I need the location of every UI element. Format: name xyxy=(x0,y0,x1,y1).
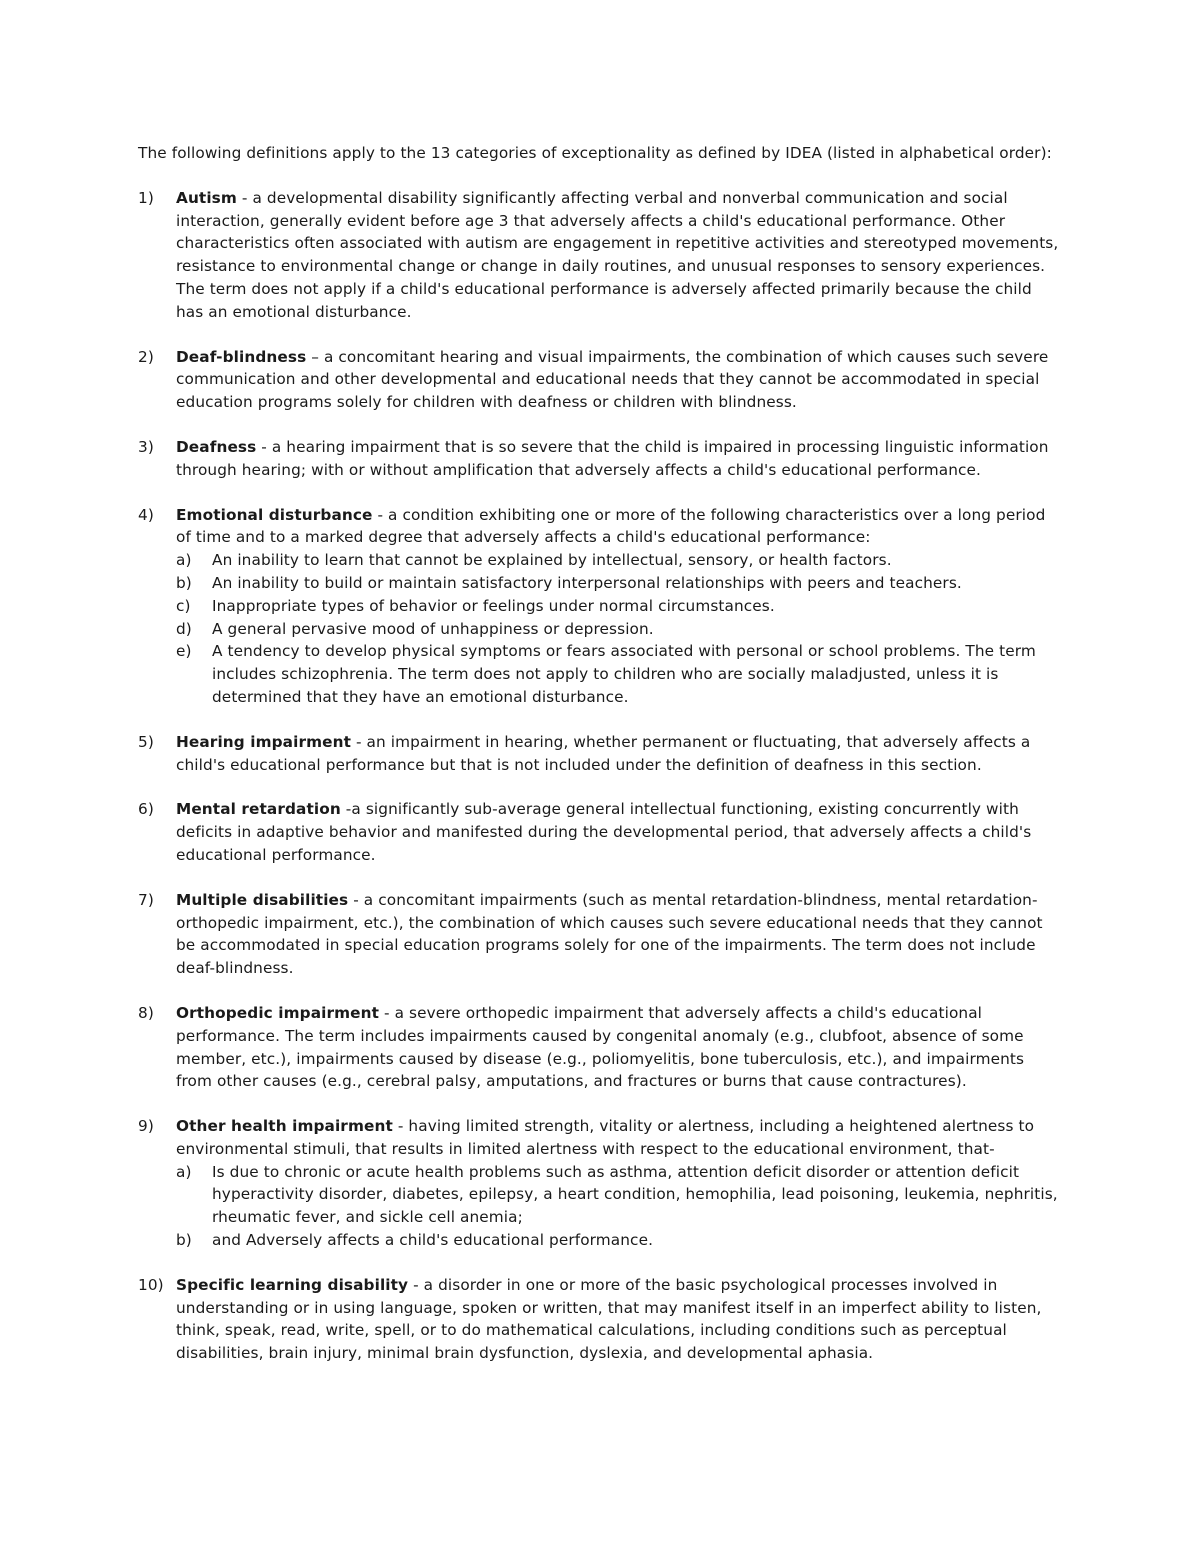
intro-paragraph: The following definitions apply to the 13 categories of exceptionality as defined by IDEA (listed in alphabetical order): xyxy=(138,144,1052,162)
sub-item xyxy=(176,640,1060,708)
sub-item-letter: c) xyxy=(176,596,191,615)
sub-item-text: Inappropriate types of behavior or feelings under normal circumstances. xyxy=(212,596,775,615)
sub-item xyxy=(176,549,1060,572)
definition-term: Other health impairment xyxy=(176,1117,393,1136)
sub-item-text: A general pervasive mood of unhappiness or depression. xyxy=(212,619,654,638)
definition-text: - a developmental disability significantly affecting verbal and nonverbal communication and social interaction, generally evident before age 3 that adversely affects a child's educational performance. Other characteristics often associated with autism are engagement in repetitive activities and stereotyped movements, resistance to environmental change or change in daily routines, and unusual responses to sensory experiences. The term does not apply if a child's educational performance is adversely affected primarily because the child has an emotional disturbance. xyxy=(176,188,1059,321)
definition-body xyxy=(176,1274,1060,1365)
definition-item xyxy=(138,436,1060,482)
definition-body xyxy=(176,798,1060,866)
definition-body xyxy=(176,1115,1060,1252)
sub-item-text: Is due to chronic or acute health problems such as asthma, attention deficit disorder or attention deficit hyperactivity disorder, diabetes, epilepsy, a heart condition, hemophilia, lead poisoning, leukemia, nephritis, rheumatic fever, and sickle cell anemia; xyxy=(212,1162,1058,1227)
definition-text: – a concomitant hearing and visual impairments, the combination of which causes such severe communication and other developmental and educational needs that they cannot be accommodated in special education programs solely for children with deafness or children with blindness. xyxy=(176,347,1049,412)
definition-number: 9) xyxy=(138,1117,154,1136)
sub-list xyxy=(176,549,1060,709)
definition-term: Orthopedic impairment xyxy=(176,1003,380,1022)
definition-term: Deaf-blindness xyxy=(176,347,307,366)
sub-item-letter: d) xyxy=(176,619,192,638)
sub-item xyxy=(176,572,1060,595)
definition-body xyxy=(176,187,1060,324)
sub-item-text: A tendency to develop physical symptoms or fears associated with personal or school problems. The term includes schizophrenia. The term does not apply to children who are socially maladjusted, unless it is determined that they have an emotional disturbance. xyxy=(212,642,1036,706)
definition-number: 6) xyxy=(138,800,154,819)
definition-number: 4) xyxy=(138,505,154,524)
definition-term: Autism xyxy=(176,188,237,207)
sub-item xyxy=(176,1229,1060,1252)
sub-item-letter: a) xyxy=(176,1162,192,1181)
definition-body xyxy=(176,889,1060,980)
definition-term: Multiple disabilities xyxy=(176,890,349,909)
definition-term: Deafness xyxy=(176,437,257,456)
definition-text: - having limited strength, vitality or alertness, including a heightened alertness to environmental stimuli, that results in limited alertness with respect to the educational environment, that- xyxy=(176,1117,1035,1158)
definition-term: Specific learning disability xyxy=(176,1275,409,1294)
definition-text: - a concomitant impairments (such as mental retardation-blindness, mental retardation-orthopedic impairment, etc.), the combination of which causes such severe educational needs that they cannot be accommodated in special education programs solely for one of the impairments. The term does not include deaf-blindness. xyxy=(176,890,1043,978)
definition-number: 7) xyxy=(138,890,154,909)
definition-text: - a condition exhibiting one or more of the following characteristics over a long period of time and to a marked degree that adversely affects a child's educational performance: xyxy=(176,505,1046,547)
definition-number: 2) xyxy=(138,347,154,366)
definition-item xyxy=(138,1002,1060,1093)
definition-term: Emotional disturbance xyxy=(176,505,373,524)
definition-item xyxy=(138,1274,1060,1365)
sub-item xyxy=(176,1161,1060,1229)
definition-item xyxy=(138,1115,1060,1252)
definition-text: - a hearing impairment that is so severe that the child is impaired in processing linguistic information through hearing; with or without amplification that adversely affects a child's educational performance. xyxy=(176,437,1049,479)
definition-item xyxy=(138,731,1060,777)
sub-item xyxy=(176,618,1060,641)
sub-item-text: An inability to build or maintain satisfactory interpersonal relationships with peers and teachers. xyxy=(212,573,962,592)
definition-number: 1) xyxy=(138,188,154,207)
definition-number: 10) xyxy=(138,1275,164,1294)
definition-term: Hearing impairment xyxy=(176,732,352,751)
definition-body xyxy=(176,731,1060,777)
sub-item xyxy=(176,595,1060,618)
document-page xyxy=(138,142,1060,1387)
definition-number: 5) xyxy=(138,732,154,751)
sub-item-letter: e) xyxy=(176,642,192,661)
definition-term: Mental retardation xyxy=(176,800,341,819)
definition-text: - a disorder in one or more of the basic psychological processes involved in understanding or in using language, spoken or written, that may manifest itself in an imperfect ability to listen, think, speak, read, write, spell, or to do mathematical calculations, including conditions such as perceptual disabilities, brain injury, minimal brain dysfunction, dyslexia, and developmental aphasia. xyxy=(176,1275,1042,1363)
definition-body xyxy=(176,504,1060,709)
sub-item-letter: b) xyxy=(176,573,192,592)
definition-body xyxy=(176,1002,1060,1093)
definition-item xyxy=(138,798,1060,866)
definition-item xyxy=(138,187,1060,324)
sub-item-text: and Adversely affects a child's educational performance. xyxy=(212,1231,654,1250)
definition-text: - a severe orthopedic impairment that adversely affects a child's educational performance. The term includes impairments caused by congenital anomaly (e.g., clubfoot, absence of some member, etc.), impairments caused by disease (e.g., poliomyelitis, bone tuberculosis, etc.), and impairments from other causes (e.g., cerebral palsy, amputations, and fractures or burns that cause contractures). xyxy=(176,1003,1025,1091)
definition-text: - an impairment in hearing, whether permanent or fluctuating, that adversely affects a child's educational performance but that is not included under the definition of deafness in this section. xyxy=(176,732,1031,774)
sub-item-letter: a) xyxy=(176,551,192,570)
definition-number: 8) xyxy=(138,1003,154,1022)
definition-item xyxy=(138,346,1060,414)
definition-body xyxy=(176,436,1060,482)
sub-item-text: An inability to learn that cannot be explained by intellectual, sensory, or health factors. xyxy=(212,551,892,570)
sub-list xyxy=(176,1161,1060,1252)
definition-item xyxy=(138,889,1060,980)
definition-text: -a significantly sub-average general intellectual functioning, existing concurrently with deficits in adaptive behavior and manifested during the developmental period, that adversely affects a child's educational performance. xyxy=(176,800,1032,864)
definition-number: 3) xyxy=(138,437,154,456)
definition-body xyxy=(176,346,1060,414)
sub-item-letter: b) xyxy=(176,1231,192,1250)
definition-item xyxy=(138,504,1060,709)
definitions-list xyxy=(138,187,1060,1365)
